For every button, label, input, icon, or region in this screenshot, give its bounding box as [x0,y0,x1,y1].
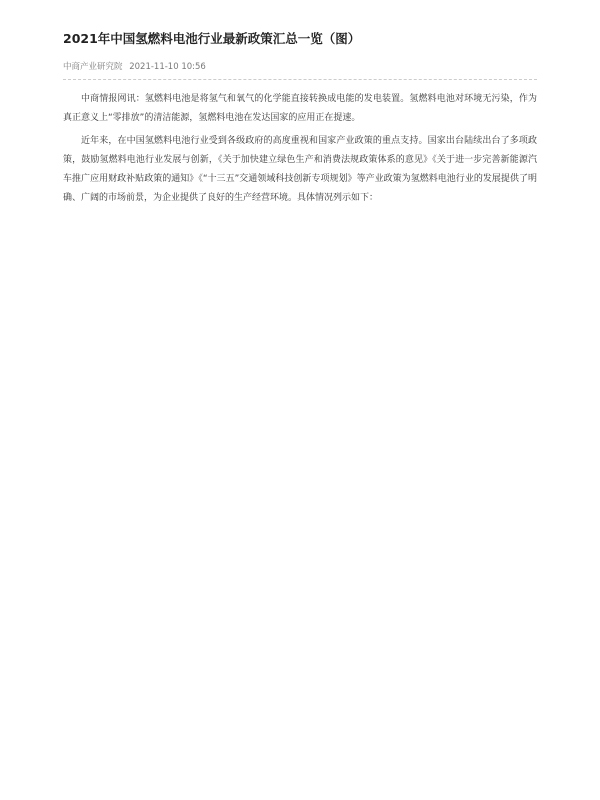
article-paragraph-2: 近年来，在中国氢燃料电池行业受到各级政府的高度重视和国家产业政策的重点支持。国家出台陆续出台了多项政策，鼓励氢燃料电池行业发展与创新，《关于加快建立绿色生产和消费法规政策体系的意见》《关于进一步完善新能源汽车推广应用财政补贴政策的通知》《“十三五”交通领域科技创新专项规划》等产业政策为氢燃料电池行业的发展提供了明确、广阔的市场前景，为企业提供了良好的生产经营环境。具体情况列示如下： [63,136,537,203]
article-paragraph-1: 中商情报网讯：氢燃料电池是将氢气和氧气的化学能直接转换成电能的发电装置。氢燃料电池对环境无污染，作为真正意义上“零排放”的清洁能源，氢燃料电池在发达国家的应用正在提速。 [63,94,537,123]
article-meta [63,60,537,80]
article-body [63,90,537,208]
article-title: 2021年中国氢燃料电池行业最新政策汇总一览（图） [63,31,361,46]
article-datetime: 2021-11-10 10:56 [129,62,206,72]
article-source: 中商产业研究院 [63,62,123,72]
